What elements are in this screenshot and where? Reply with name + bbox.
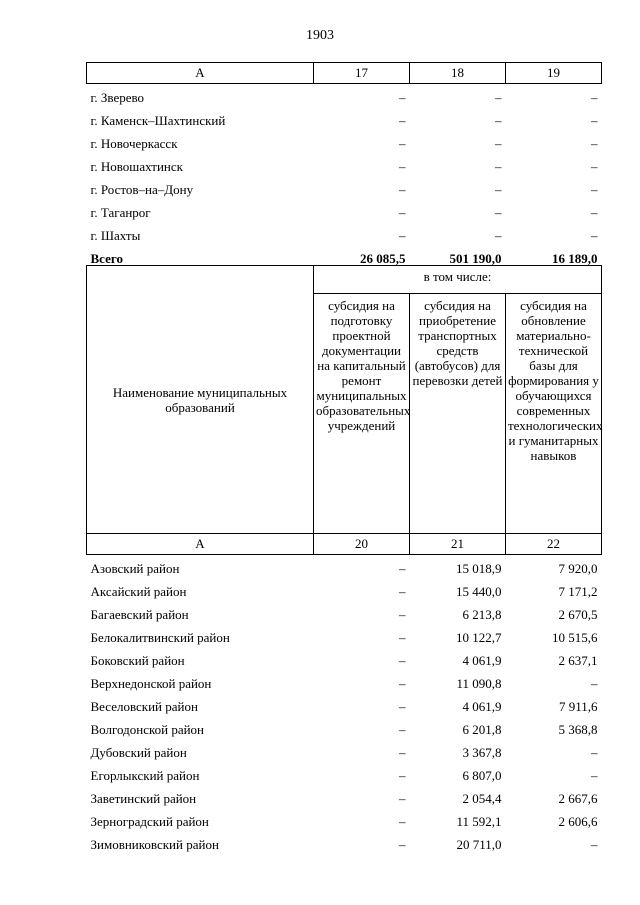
row-name: Верхнедонской район [90,676,212,691]
row-name: Дубовский район [90,745,187,760]
row-value-c21: 20 711,0 [456,837,502,852]
row-name: Боковский район [90,653,185,668]
total-label: Всего [90,251,123,266]
including-header: в том числе: [314,266,602,294]
total-row [87,245,602,267]
label-col-20: 20 [314,534,410,555]
table-row [87,762,602,785]
row-value-c20: – [399,630,406,645]
table-lower-label-row [87,534,602,555]
table-row [87,84,602,108]
row-name: г. Шахты [90,228,141,243]
row-value-c22: – [591,745,598,760]
table-row [87,716,602,739]
row-value-c18: – [495,205,502,220]
row-value-c20: – [399,676,406,691]
row-name: г. Каменск–Шахтинский [90,113,226,128]
table-lower [86,265,602,854]
row-value-c21: 10 122,7 [456,630,502,645]
row-value-c18: – [495,228,502,243]
header-col-19: 19 [506,63,602,84]
row-value-c22: 10 515,6 [552,630,598,645]
row-value-c18: – [495,113,502,128]
col-21-description: субсидия на приобретение транспортных средств (автобусов) для перевозки детей [410,294,506,534]
table-row [87,670,602,693]
row-value-c20: – [399,791,406,806]
table-row [87,578,602,601]
row-value-c20: – [399,814,406,829]
row-name: Белокалитвинский район [90,630,230,645]
row-value-c21: 4 061,9 [462,653,502,668]
row-value-c21: 3 367,8 [462,745,502,760]
row-value-c18: – [495,159,502,174]
page-number: 1903 [306,28,334,43]
row-value-c20: – [399,722,406,737]
row-value-c22: 2 670,5 [558,607,598,622]
table-row [87,739,602,762]
table-row [87,153,602,176]
row-value-c19: – [591,90,598,105]
row-value-c17: – [399,90,406,105]
row-name: Егорлыкский район [90,768,200,783]
table-row [87,785,602,808]
row-value-c20: – [399,745,406,760]
name-column-header: Наименование муниципальных образований [87,266,314,534]
row-name: Аксайский район [90,584,187,599]
row-value-c17: – [399,182,406,197]
row-value-c22: 7 911,6 [558,699,598,714]
row-value-c21: 11 592,1 [456,814,502,829]
row-name: Зимовниковский район [90,837,219,852]
header-col-17: 17 [314,63,410,84]
row-value-c22: 7 171,2 [558,584,598,599]
row-value-c21: 4 061,9 [462,699,502,714]
table-row [87,624,602,647]
table-row [87,693,602,716]
row-value-c21: 6 213,8 [462,607,502,622]
row-value-c22: 7 920,0 [558,561,598,576]
table-row [87,107,602,130]
row-value-c22: – [591,768,598,783]
row-name: г. Новочеркасск [90,136,178,151]
header-col-18: 18 [410,63,506,84]
label-col-21: 21 [410,534,506,555]
table-row [87,130,602,153]
row-value-c22: – [591,837,598,852]
row-value-c18: – [495,182,502,197]
row-name: Веселовский район [90,699,198,714]
row-value-c22: 5 368,8 [558,722,598,737]
row-value-c19: – [591,113,598,128]
total-col-17: 26 085,5 [360,251,406,266]
label-col-22: 22 [506,534,602,555]
table-row [87,199,602,222]
row-value-c19: – [591,159,598,174]
row-value-c19: – [591,182,598,197]
header-col-a: А [87,63,314,84]
label-col-a: А [87,534,314,555]
row-value-c17: – [399,228,406,243]
row-value-c19: – [591,136,598,151]
row-value-c21: 15 018,9 [456,561,502,576]
row-name: Багаевский район [90,607,189,622]
row-value-c20: – [399,837,406,852]
row-value-c22: 2 667,6 [558,791,598,806]
table-row [87,647,602,670]
table-row [87,831,602,854]
row-value-c22: 2 606,6 [558,814,598,829]
row-value-c20: – [399,699,406,714]
row-value-c22: 2 637,1 [558,653,598,668]
row-name: Азовский район [90,561,180,576]
row-name: г. Ростов–на–Дону [90,182,194,197]
row-name: Заветинский район [90,791,197,806]
row-value-c20: – [399,653,406,668]
table-row [87,601,602,624]
row-value-c20: – [399,607,406,622]
row-value-c21: 2 054,4 [462,791,502,806]
row-value-c17: – [399,159,406,174]
row-name: г. Зверево [90,90,145,105]
col-22-description: субсидия на обновление материально-технической базы для формирования у обучающихся современных технологических и гуманитарных навыков [506,294,602,534]
row-name: Зерноградский район [90,814,209,829]
row-value-c21: 6 807,0 [462,768,502,783]
row-name: г. Новошахтинск [90,159,183,174]
row-value-c21: 11 090,8 [456,676,502,691]
table-row [87,555,602,579]
row-value-c20: – [399,768,406,783]
row-value-c18: – [495,90,502,105]
table-row [87,222,602,245]
row-value-c17: – [399,113,406,128]
total-col-18: 501 190,0 [449,251,502,266]
table-upper-header-row [87,63,602,84]
total-col-19: 16 189,0 [552,251,598,266]
row-value-c19: – [591,228,598,243]
col-20-description: субсидия на подготовку проектной документации на капитальный ремонт муниципальных образовательных учреждений [314,294,410,534]
table-upper [86,62,602,267]
table-row [87,808,602,831]
row-value-c17: – [399,205,406,220]
row-value-c22: – [591,676,598,691]
row-value-c18: – [495,136,502,151]
row-value-c17: – [399,136,406,151]
row-value-c21: 6 201,8 [462,722,502,737]
row-name: г. Таганрог [90,205,151,220]
row-name: Волгодонской район [90,722,205,737]
row-value-c20: – [399,584,406,599]
row-value-c19: – [591,205,598,220]
table-row [87,176,602,199]
row-value-c20: – [399,561,406,576]
row-value-c21: 15 440,0 [456,584,502,599]
